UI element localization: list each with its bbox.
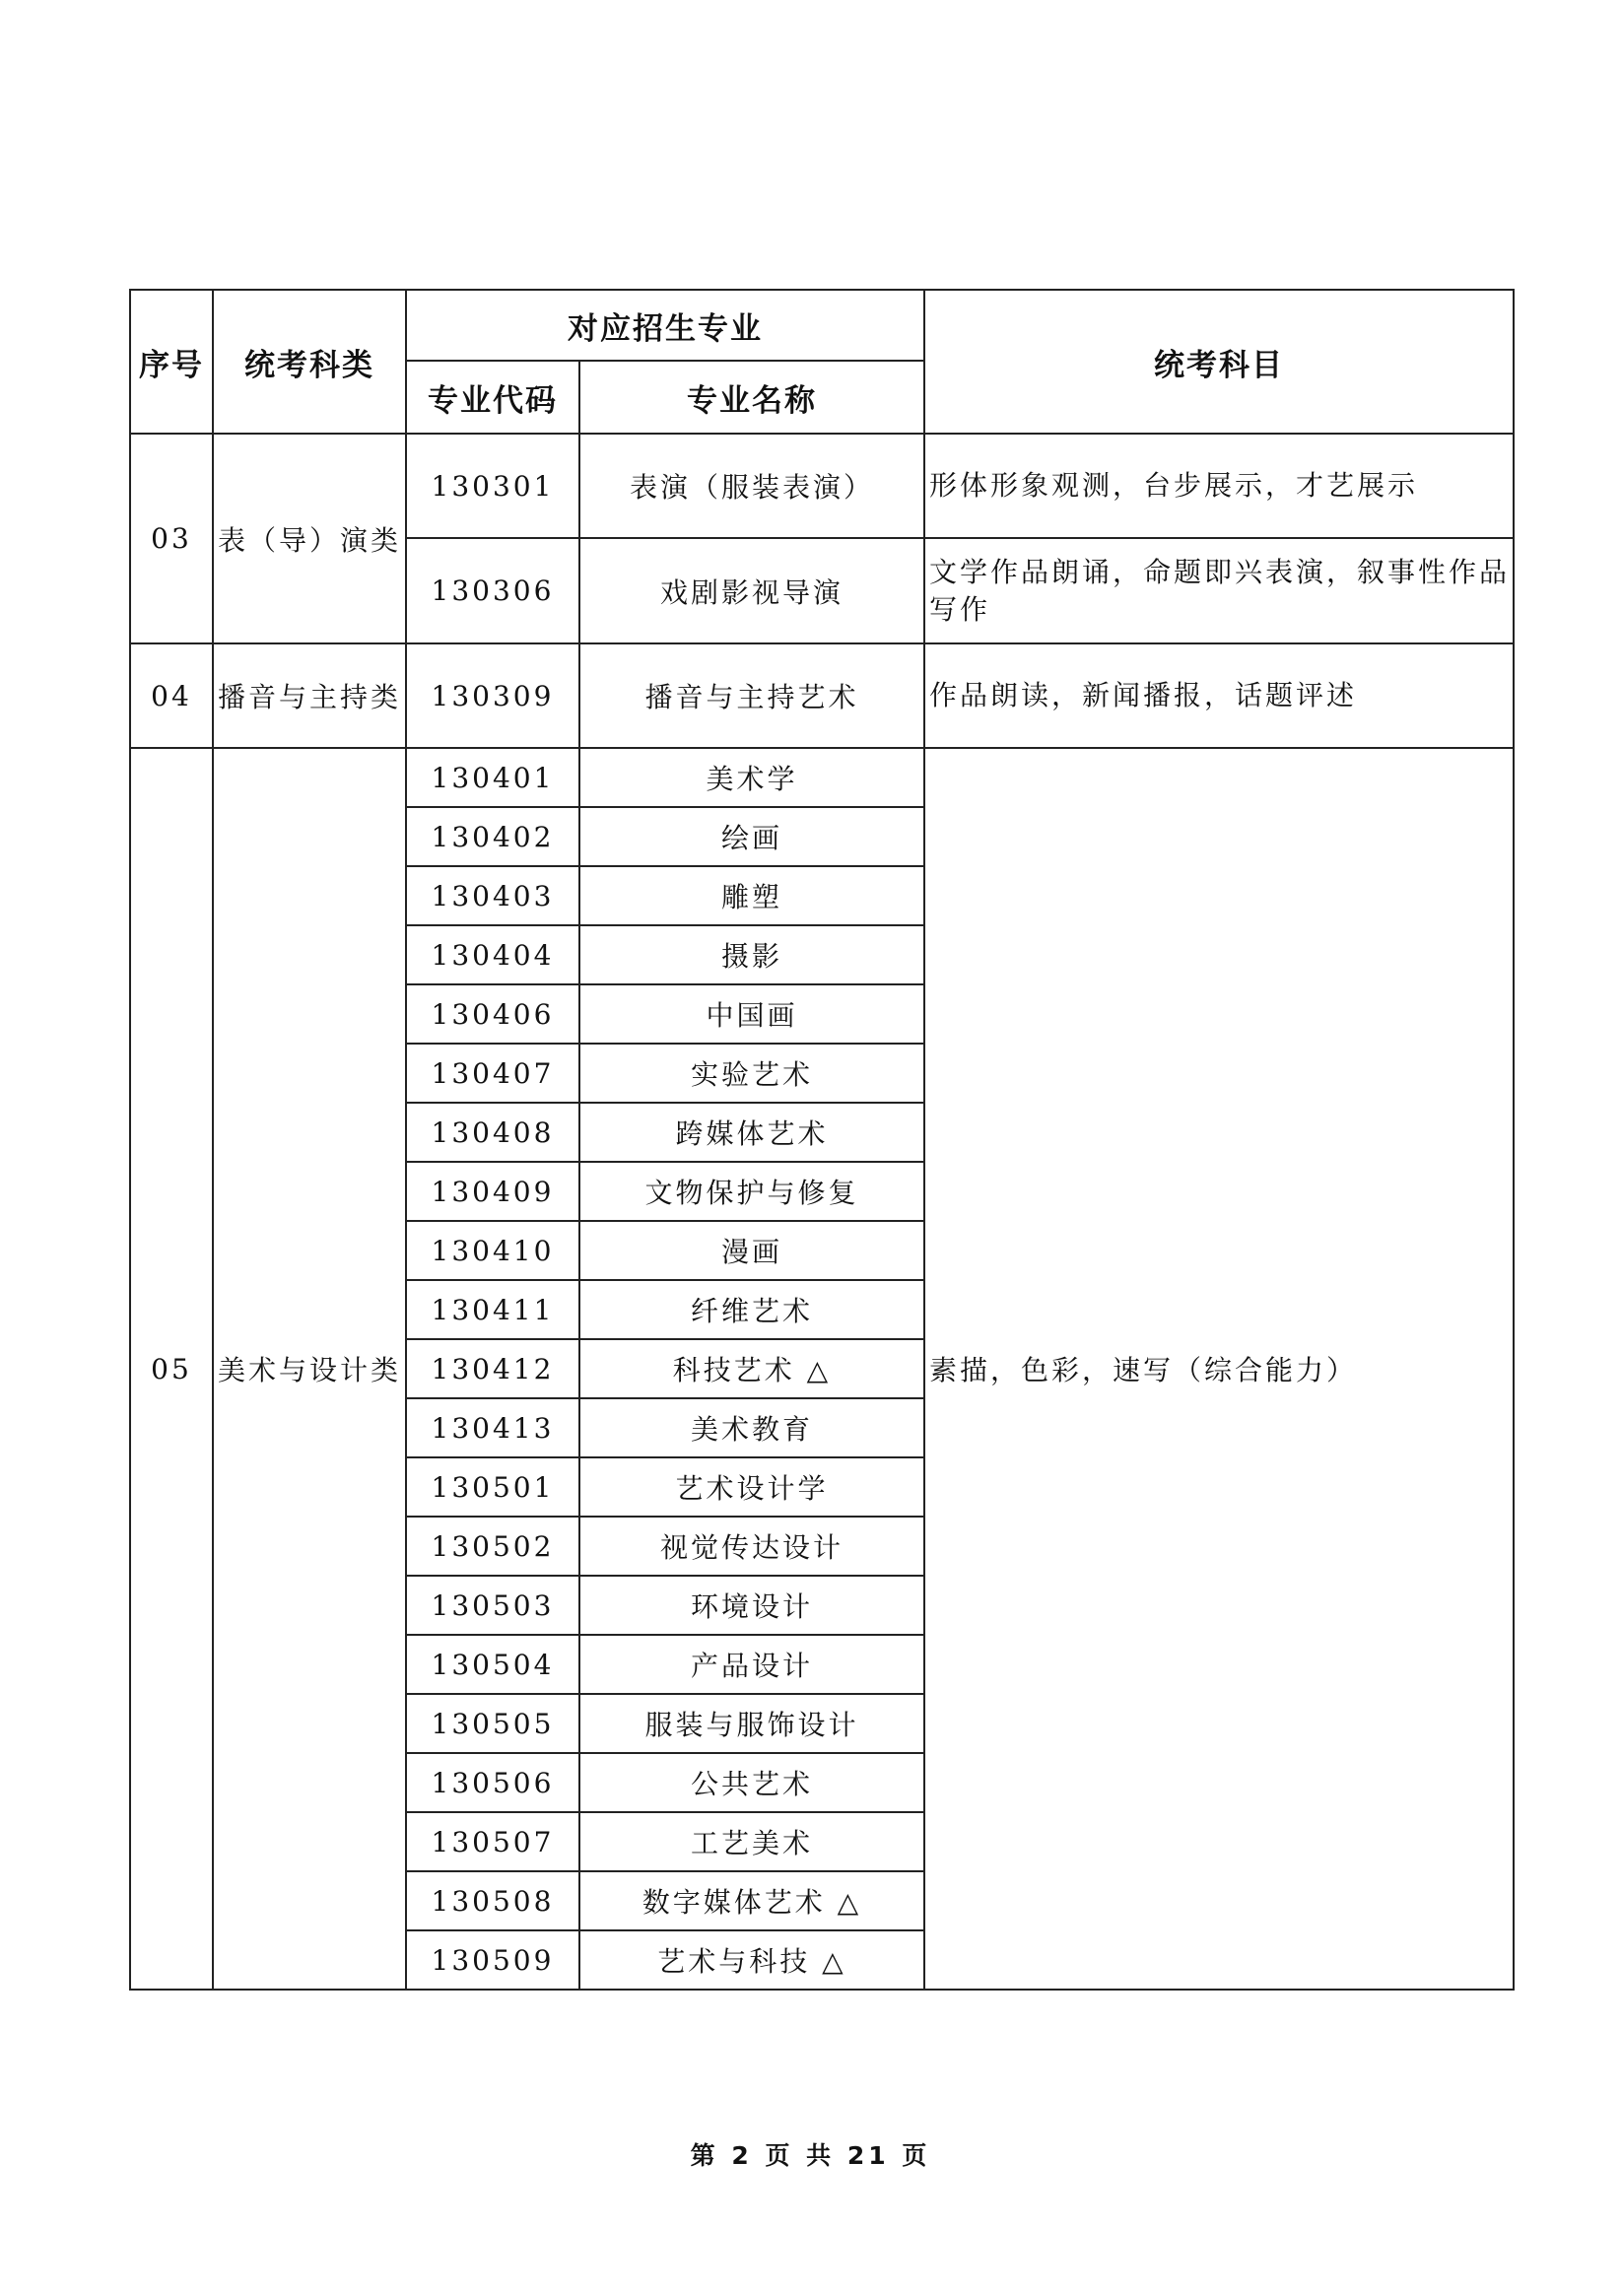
cell-major-name: 数字媒体艺术 △ xyxy=(579,1871,924,1930)
cell-major-name: 视觉传达设计 xyxy=(579,1517,924,1576)
cell-major-code: 130407 xyxy=(406,1044,579,1103)
cell-major-code: 130508 xyxy=(406,1871,579,1930)
cell-major-code: 130404 xyxy=(406,925,579,984)
cell-major-code: 130401 xyxy=(406,748,579,807)
cell-subjects: 作品朗读，新闻播报，话题评述 xyxy=(924,643,1514,748)
majors-table xyxy=(129,289,1515,1991)
cell-category: 播音与主持类 xyxy=(213,643,406,748)
cell-major-name: 播音与主持艺术 xyxy=(579,643,924,748)
header-code: 专业代码 xyxy=(406,361,579,434)
cell-major-code: 130507 xyxy=(406,1812,579,1871)
table-row xyxy=(130,748,1514,807)
cell-major-name: 环境设计 xyxy=(579,1576,924,1635)
table-body xyxy=(130,434,1514,1990)
cell-major-name: 跨媒体艺术 xyxy=(579,1103,924,1162)
cell-major-code: 130309 xyxy=(406,643,579,748)
header-majors-group: 对应招生专业 xyxy=(406,290,924,361)
cell-major-name: 文物保护与修复 xyxy=(579,1162,924,1221)
cell-major-code: 130402 xyxy=(406,807,579,866)
cell-major-name: 纤维艺术 xyxy=(579,1280,924,1339)
cell-major-code: 130408 xyxy=(406,1103,579,1162)
cell-major-name: 实验艺术 xyxy=(579,1044,924,1103)
cell-major-name: 科技艺术 △ xyxy=(579,1339,924,1398)
cell-seq: 05 xyxy=(130,748,213,1990)
cell-major-name: 雕塑 xyxy=(579,866,924,925)
cell-major-name: 艺术与科技 △ xyxy=(579,1930,924,1990)
cell-major-name: 工艺美术 xyxy=(579,1812,924,1871)
cell-seq: 03 xyxy=(130,434,213,643)
cell-major-name: 美术学 xyxy=(579,748,924,807)
header-subjects: 统考科目 xyxy=(924,290,1514,434)
cell-major-code: 130501 xyxy=(406,1457,579,1517)
cell-major-code: 130503 xyxy=(406,1576,579,1635)
cell-major-code: 130410 xyxy=(406,1221,579,1280)
cell-major-code: 130412 xyxy=(406,1339,579,1398)
cell-major-code: 130413 xyxy=(406,1398,579,1457)
cell-major-code: 130502 xyxy=(406,1517,579,1576)
cell-major-code: 130506 xyxy=(406,1753,579,1812)
page-footer: 第 2 页 共 21 页 xyxy=(690,2141,931,2170)
cell-major-name: 中国画 xyxy=(579,984,924,1044)
cell-major-name: 美术教育 xyxy=(579,1398,924,1457)
cell-major-name: 艺术设计学 xyxy=(579,1457,924,1517)
cell-major-code: 130504 xyxy=(406,1635,579,1694)
cell-major-name: 绘画 xyxy=(579,807,924,866)
cell-subjects: 素描，色彩，速写（综合能力） xyxy=(924,748,1514,1990)
cell-subjects: 形体形象观测，台步展示，才艺展示 xyxy=(924,434,1514,538)
header-name: 专业名称 xyxy=(579,361,924,434)
cell-category: 美术与设计类 xyxy=(213,748,406,1990)
table-row xyxy=(130,643,1514,748)
cell-subjects: 文学作品朗诵，命题即兴表演，叙事性作品写作 xyxy=(924,538,1514,643)
cell-major-code: 130409 xyxy=(406,1162,579,1221)
cell-major-code: 130406 xyxy=(406,984,579,1044)
cell-category: 表（导）演类 xyxy=(213,434,406,643)
cell-major-name: 漫画 xyxy=(579,1221,924,1280)
cell-major-code: 130505 xyxy=(406,1694,579,1753)
cell-major-code: 130403 xyxy=(406,866,579,925)
header-row-top xyxy=(130,290,1514,361)
table-header xyxy=(130,290,1514,434)
cell-seq: 04 xyxy=(130,643,213,748)
table-row xyxy=(130,434,1514,538)
cell-major-code: 130411 xyxy=(406,1280,579,1339)
cell-major-name: 公共艺术 xyxy=(579,1753,924,1812)
cell-major-code: 130301 xyxy=(406,434,579,538)
cell-major-name: 服装与服饰设计 xyxy=(579,1694,924,1753)
header-category: 统考科类 xyxy=(213,290,406,434)
header-seq: 序号 xyxy=(130,290,213,434)
cell-major-name: 摄影 xyxy=(579,925,924,984)
cell-major-code: 130306 xyxy=(406,538,579,643)
cell-major-name: 表演（服装表演） xyxy=(579,434,924,538)
cell-major-name: 戏剧影视导演 xyxy=(579,538,924,643)
cell-major-name: 产品设计 xyxy=(579,1635,924,1694)
cell-major-code: 130509 xyxy=(406,1930,579,1990)
